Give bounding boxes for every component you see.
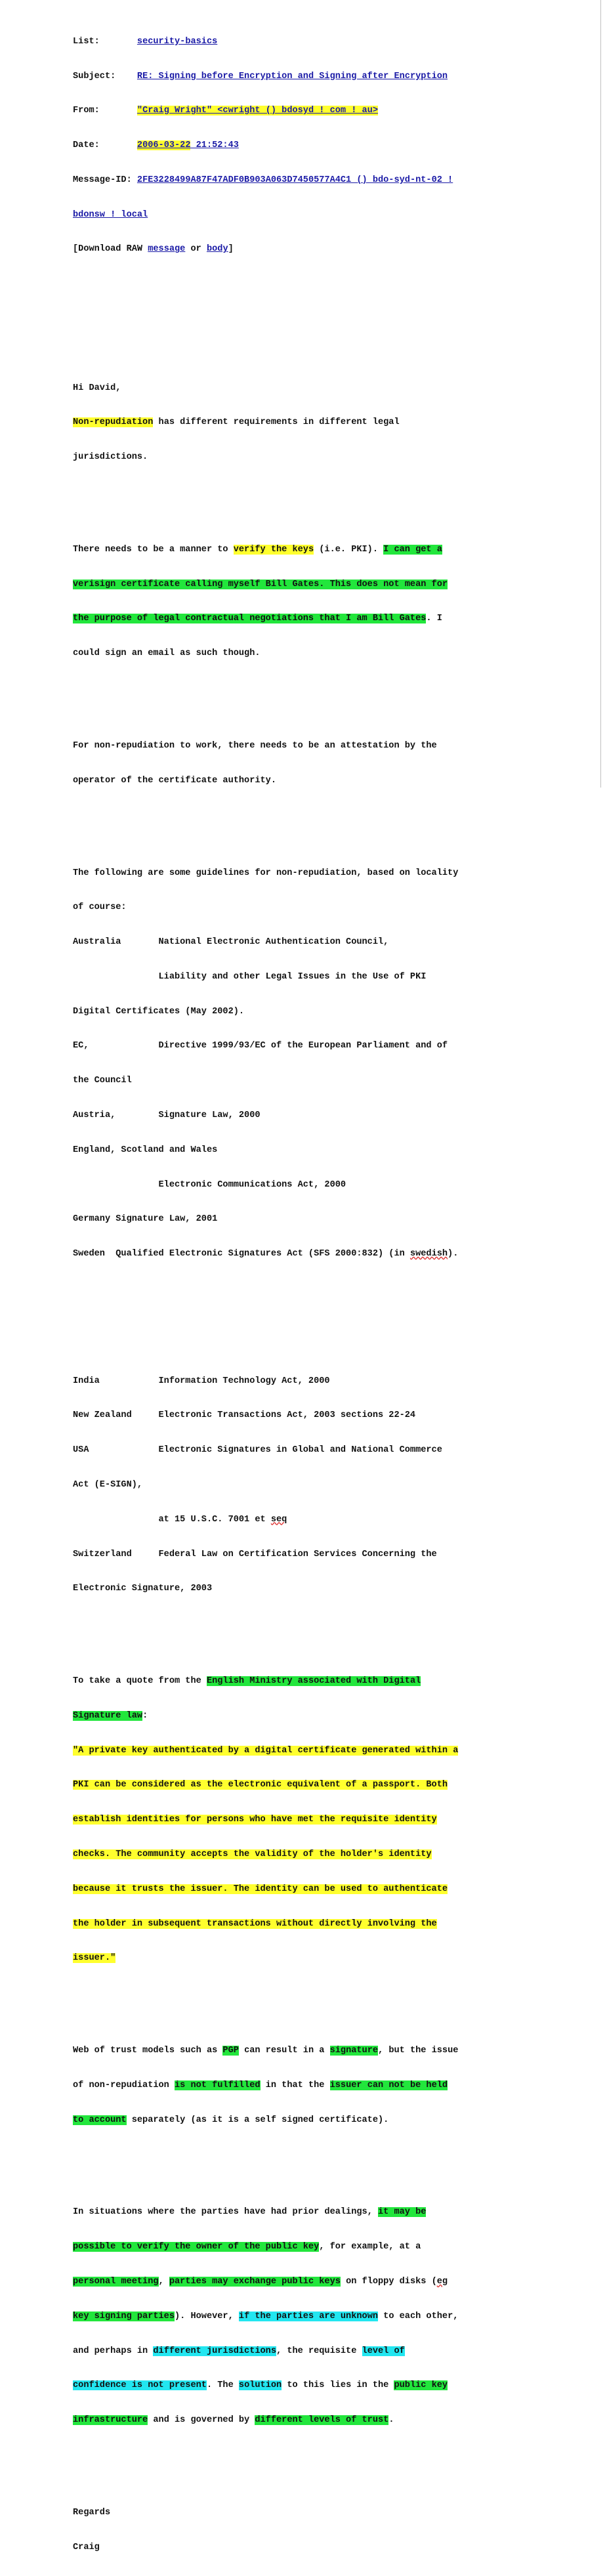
- para1-line2: jurisdictions.: [73, 452, 148, 463]
- para4-line1: The following are some guidelines for non-repudiation, based on locality: [73, 868, 459, 878]
- subject-link[interactable]: RE: Signing before Encryption and Signing after Encryption: [136, 71, 448, 81]
- hl-verify-keys: verify the keys: [233, 544, 314, 555]
- para2-line4: could sign an email as such though.: [73, 648, 261, 659]
- date-time: 21:52:43: [190, 140, 239, 151]
- quote-line: issuer.": [73, 1953, 116, 1964]
- web-of-trust-line1: Web of trust models such as PGP can result in a signature, but the issue: [73, 2046, 459, 2056]
- msgid-link-cont[interactable]: bdonsw ! local: [73, 209, 148, 220]
- para1-line1: Non-repudiation has different requirements in different legal: [73, 417, 400, 428]
- date-label: Date:: [73, 140, 100, 151]
- page-edge-divider: [600, 0, 601, 788]
- msgid-label: Message-ID:: [73, 175, 132, 185]
- law-row: India Information Technology Act, 2000: [73, 1376, 330, 1386]
- email-content: [73, 1, 532, 2576]
- quote-line: PKI can be considered as the electronic equivalent of a passport. Both: [73, 1780, 448, 1790]
- law-row: EC, Directive 1999/93/EC of the European Parliament and of: [73, 1041, 448, 1051]
- law-row: Electronic Signature, 2003: [73, 1584, 213, 1594]
- download-body-link[interactable]: body: [206, 244, 228, 255]
- header-subject-row: [73, 71, 532, 83]
- para2-line2: verisign certificate calling myself Bill Gates. This does not mean for: [73, 579, 448, 589]
- download-prefix: [Download RAW: [73, 244, 148, 255]
- list-label: List:: [73, 36, 100, 47]
- law-row: USA Electronic Signatures in Global and National Commerce: [73, 1445, 442, 1456]
- header-date-row: [73, 140, 532, 152]
- quote-intro-line2: Signature law:: [73, 1710, 148, 1721]
- law-row: Austria, Signature Law, 2000: [73, 1110, 261, 1120]
- header-msgid-row-2: [73, 209, 532, 221]
- law-row: Digital Certificates (May 2002).: [73, 1006, 245, 1017]
- para2-line1: There needs to be a manner to verify the keys (i.e. PKI). I can get a: [73, 544, 442, 555]
- quote-line: checks. The community accepts the validity of the holder's identity: [73, 1849, 432, 1859]
- para3-line2: operator of the certificate authority.: [73, 775, 276, 786]
- law-row: Switzerland Federal Law on Certification Services Concerning the: [73, 1549, 437, 1559]
- quote-line: establish identities for persons who have met the requisite identity: [73, 1815, 437, 1825]
- from-link[interactable]: "Craig Wright" <cwright () bdosyd ! com ! au>: [136, 106, 378, 116]
- msgid-link[interactable]: 2FE3228499A87F47ADF0B903A063D7450577A4C1 () bdo-syd-nt-02 !: [136, 175, 453, 185]
- situations-line1: In situations where the parties have had prior dealings, it may be: [73, 2207, 427, 2218]
- date-day: 2006-03-22: [136, 140, 191, 151]
- download-or: or: [185, 244, 207, 255]
- quote-intro-line1: To take a quote from the English Ministry associated with Digital: [73, 1676, 421, 1687]
- law-row: England, Scotland and Wales: [73, 1145, 218, 1155]
- situations-line4: key signing parties). However, if the parties are unknown to each other,: [73, 2311, 459, 2321]
- quote-line: the holder in subsequent transactions without directly involving the: [73, 1918, 437, 1929]
- law-row-sweden: Sweden Qualified Electronic Signatures Act (SFS 2000:832) (in swedish).: [73, 1249, 459, 1259]
- law-row: Liability and other Legal Issues in the Use of PKI: [73, 971, 427, 982]
- law-row: Australia National Electronic Authentication Council,: [73, 937, 389, 948]
- web-of-trust-line3: to account separately (as it is a self signed certificate).: [73, 2115, 389, 2125]
- situations-line7: infrastructure and is governed by different levels of trust.: [73, 2415, 394, 2426]
- para4-line2: of course:: [73, 902, 127, 913]
- situations-line3: personal meeting, parties may exchange public keys on floppy disks (eg: [73, 2276, 448, 2287]
- quote-line: "A private key authenticated by a digital certificate generated within a: [73, 1745, 459, 1756]
- greeting: Hi David,: [73, 383, 121, 393]
- law-row: the Council: [73, 1076, 132, 1086]
- header-msgid-row: [73, 175, 532, 186]
- situations-line6: confidence is not present. The solution to this lies in the public key: [73, 2380, 448, 2391]
- header-from-row: [73, 105, 532, 117]
- law-row: Electronic Communications Act, 2000: [73, 1179, 346, 1190]
- subject-label: Subject:: [73, 71, 116, 81]
- date-link[interactable]: [137, 140, 239, 150]
- law-row: Act (E-SIGN),: [73, 1480, 143, 1490]
- law-row: New Zealand Electronic Transactions Act, 2003 sections 22-24: [73, 1410, 416, 1421]
- header-list-row: [73, 36, 532, 48]
- law-row: Germany Signature Law, 2001: [73, 1214, 218, 1225]
- download-message-link[interactable]: message: [148, 244, 186, 255]
- download-suffix: ]: [228, 244, 234, 255]
- download-row: [73, 243, 532, 255]
- web-of-trust-line2: of non-repudiation is not fulfilled in that the issuer can not be held: [73, 2080, 448, 2090]
- para2-line3: the purpose of legal contractual negotiations that I am Bill Gates. I: [73, 614, 442, 624]
- situations-line5: and perhaps in different jurisdictions, the requisite level of: [73, 2346, 405, 2356]
- signature: Craig: [73, 2542, 100, 2552]
- from-label: From:: [73, 106, 100, 116]
- law-row-usc: at 15 U.S.C. 7001 et seq: [73, 1514, 287, 1525]
- regards: Regards: [73, 2507, 111, 2518]
- list-link[interactable]: security-basics: [136, 36, 218, 47]
- para3-line1: For non-repudiation to work, there needs to be an attestation by the: [73, 741, 437, 751]
- quote-line: because it trusts the issuer. The identity can be used to authenticate: [73, 1884, 448, 1894]
- situations-line2: possible to verify the owner of the public key, for example, at a: [73, 2242, 421, 2252]
- hl-non-repudiation: Non-repudiation: [73, 417, 154, 428]
